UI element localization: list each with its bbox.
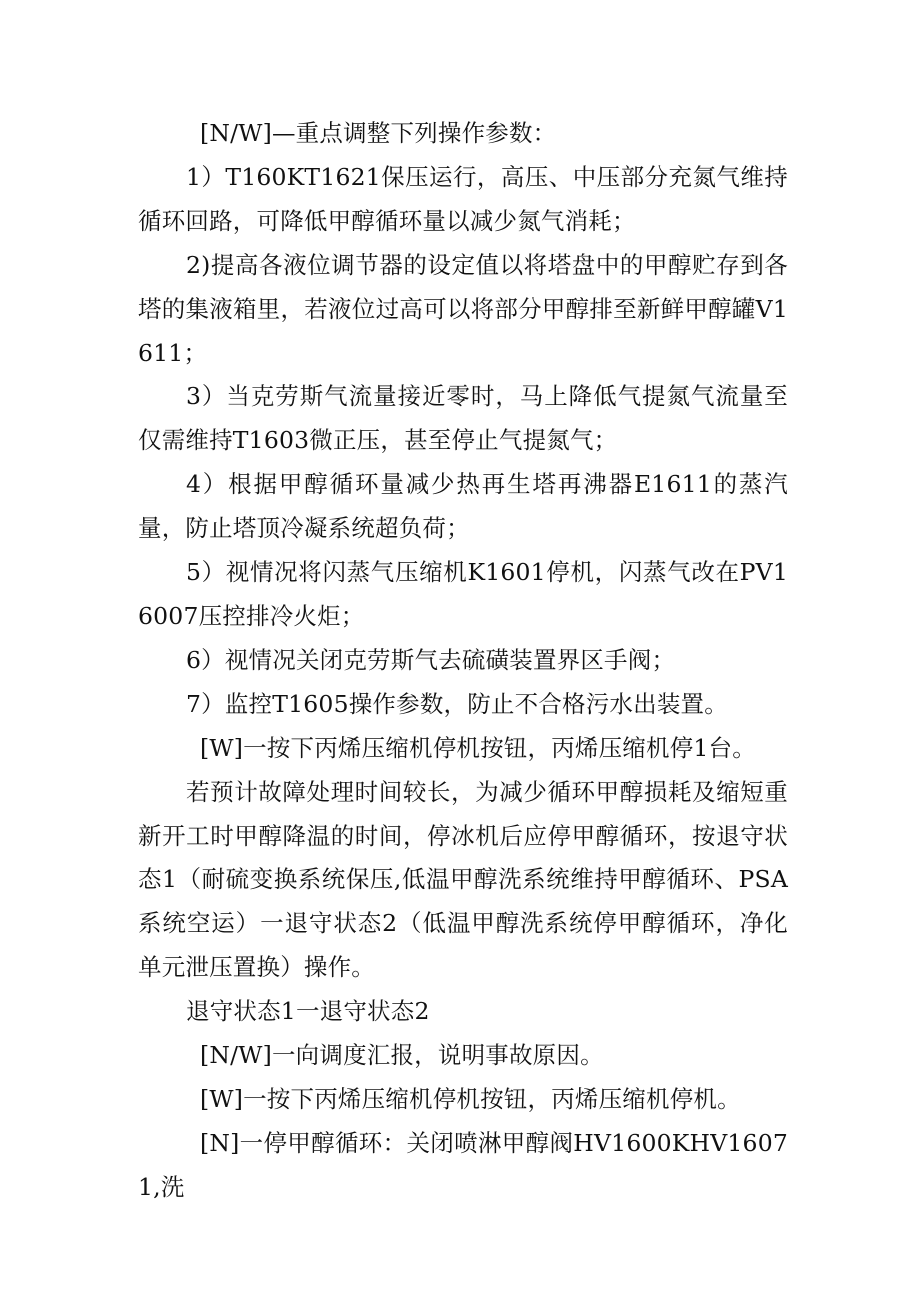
paragraph-step-4: 4）根据甲醇循环量减少热再生塔再沸器E1611的蒸汽量，防止塔顶冷凝系统超负荷； bbox=[138, 470, 788, 543]
paragraph-fallback-states: 退守状态1一退守状态2 bbox=[186, 997, 430, 1026]
paragraph-step-2: 2)提高各液位调节器的设定值以将塔盘中的甲醇贮存到各塔的集液箱里，若液位过高可以将部分甲醇排至新鲜甲醇罐V1611； bbox=[138, 250, 788, 367]
paragraph-step-3: 3）当克劳斯气流量接近零时，马上降低气提氮气流量至仅需维持T1603微正压，甚至停止气提氮气； bbox=[138, 382, 788, 455]
paragraph-nw-report: [N/W]一向调度汇报，说明事故原因。 bbox=[200, 1041, 604, 1070]
paragraph-nw-adjust: [N/W]—重点调整下列操作参数： bbox=[200, 119, 557, 147]
paragraph-step-7: 7）监控T1605操作参数，防止不合格污水出装置。 bbox=[186, 689, 728, 718]
body-text bbox=[138, 112, 788, 1210]
paragraph-w-stop-one: [W]一按下丙烯压缩机停机按钮，丙烯压缩机停1台。 bbox=[200, 733, 756, 762]
paragraph-long-fault: 若预计故障处理时间较长，为减少循环甲醇损耗及缩短重新开工时甲醇降温的时间，停冰机后应停甲醇循环，按退守状态1（耐硫变换系统保压,低温甲醇洗系统维持甲醇循环、PSA系统空运）一退守状态2（低温甲醇洗系统停甲醇循环，净化单元泄压置换）操作。 bbox=[138, 777, 788, 982]
paragraph-n-stop-methanol: [N]一停甲醇循环：关闭喷淋甲醇阀HV1600KHV16071,洗 bbox=[138, 1128, 788, 1201]
paragraph-step-6: 6）视情况关闭克劳斯气去硫磺装置界区手阀； bbox=[186, 645, 676, 674]
paragraph-step-1: 1）T160KT1621保压运行，高压、中压部分充氮气维持循环回路，可降低甲醇循环量以减少氮气消耗； bbox=[138, 162, 788, 235]
paragraph-w-stop-all: [W]一按下丙烯压缩机停机按钮，丙烯压缩机停机。 bbox=[200, 1084, 741, 1113]
paragraph-step-5: 5）视情况将闪蒸气压缩机K1601停机，闪蒸气改在PV16007压控排冷火炬； bbox=[138, 558, 788, 630]
